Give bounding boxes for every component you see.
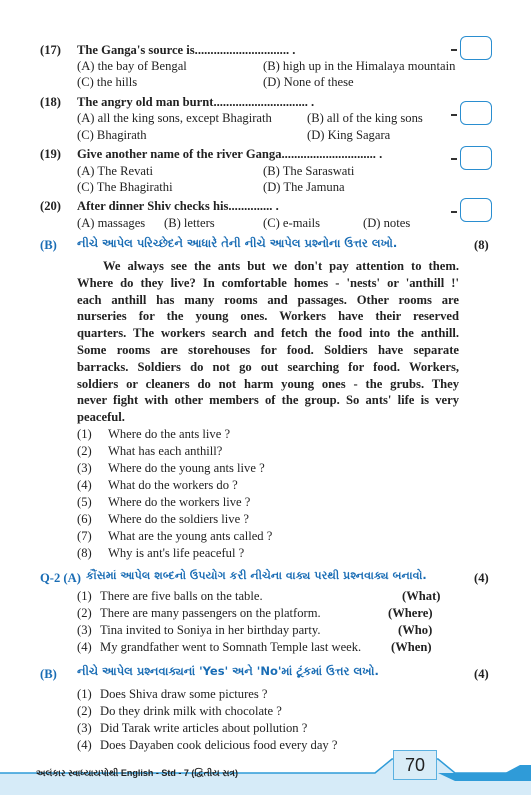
item-number: (1) (77, 589, 92, 603)
answer-box[interactable] (460, 198, 492, 222)
question-text: After dinner Shiv checks his.............. . (77, 199, 279, 213)
question-number: (19) (40, 147, 61, 161)
option-c: (C) Bhagirath (77, 128, 147, 142)
option-d: (D) The Jamuna (263, 180, 345, 194)
dash-mark (451, 49, 457, 51)
question-number: (4) (77, 478, 92, 492)
option-b: (B) letters (164, 216, 215, 230)
question-number: (2) (77, 444, 92, 458)
section-label: Q-2 (A) (40, 571, 81, 585)
dash-mark (451, 114, 457, 116)
option-c: (C) e-mails (263, 216, 321, 230)
section-instruction: નીચે આપેલ પ્રશ્નવાક્યનાં 'Yes' અને 'No'માં ટૂંકમાં ઉત્તર લખો. (77, 664, 379, 678)
item-number: (1) (77, 687, 92, 701)
question-number: (8) (77, 546, 92, 560)
item-number: (3) (77, 623, 92, 637)
question-text: Where do the workers live ? (108, 495, 251, 509)
item-number: (2) (77, 606, 92, 620)
question-text: What do the workers do ? (108, 478, 238, 492)
passage-line: never fight with other members of the group. So ants' life is very (77, 393, 459, 408)
item-word: (Who) (398, 623, 433, 637)
item-number: (3) (77, 721, 92, 735)
section-instruction: કૌંસમાં આપેલ શબ્દનો ઉપયોગ કરી નીચેના વાક્ય પરથી પ્રશ્નવાક્ય બનાવો. (86, 569, 427, 582)
option-c: (C) the hills (77, 75, 138, 89)
section-label: (B) (40, 238, 57, 252)
page-number: 70 (393, 750, 437, 780)
dash-mark (451, 211, 457, 213)
dash-mark (451, 158, 457, 160)
question-text: The angry old man burnt.............................. . (77, 95, 315, 109)
item-word: (When) (391, 640, 432, 654)
section-label: (B) (40, 667, 57, 681)
passage-line: We always see the ants but we don't pay attention to them. (103, 259, 459, 273)
item-text: Do they drink milk with chocolate ? (100, 704, 282, 718)
passage-line: Where do they live? In comfortable homes - 'nests' or 'anthill !' (77, 275, 459, 290)
question-text: What has each anthill? (108, 444, 223, 458)
question-number: (17) (40, 43, 61, 57)
item-text: Did Tarak write articles about pollution ? (100, 721, 308, 735)
option-a: (A) the bay of Bengal (77, 59, 187, 73)
passage (77, 258, 459, 426)
option-a: (A) all the king sons, except Bhagirath (77, 111, 272, 125)
passage-line: soldiers or cleaners do not harm young ones - the grubs. They (77, 376, 459, 391)
item-text: There are many passengers on the platform. (100, 606, 321, 620)
question-number: (6) (77, 512, 92, 526)
question-number: (3) (77, 461, 92, 475)
section-instruction: નીચે આપેલ પરિચ્છેદને આધારે તેની નીચે આપેલ પ્રશ્નોના ઉત્તર લખો. (77, 236, 398, 250)
question-text: Where do the young ants live ? (108, 461, 265, 475)
question-text: Where do the soldiers live ? (108, 512, 249, 526)
question-number: (1) (77, 427, 92, 441)
question-text: What are the young ants called ? (108, 529, 273, 543)
item-word: (What) (402, 589, 441, 603)
answer-box[interactable] (460, 146, 492, 170)
item-word: (Where) (388, 606, 433, 620)
item-text: My grandfather went to Somnath Temple last week. (100, 640, 362, 654)
question-number: (18) (40, 95, 61, 109)
option-c: (C) The Bhagirathi (77, 180, 173, 194)
question-number: (5) (77, 495, 92, 509)
option-a: (A) The Revati (77, 164, 154, 178)
item-text: There are five balls on the table. (100, 589, 263, 603)
question-number: (20) (40, 199, 61, 213)
question-text: The Ganga's source is.............................. . (77, 43, 296, 57)
option-b: (B) high up in the Himalaya mountain (263, 59, 456, 73)
option-d: (D) King Sagara (307, 128, 391, 142)
item-number: (4) (77, 640, 92, 654)
passage-line: barracks. Soldiers do not go out searching for food. Workers, (77, 359, 459, 374)
item-number: (4) (77, 738, 92, 752)
option-b: (B) The Saraswati (263, 164, 355, 178)
answer-box[interactable] (460, 36, 492, 60)
question-number: (7) (77, 529, 92, 543)
option-a: (A) massages (77, 216, 146, 230)
passage-line: quarters. The workers search and fetch the food into the anthill. (77, 326, 459, 341)
option-b: (B) all of the king sons (307, 111, 423, 125)
item-text: Tina invited to Soniya in her birthday party. (100, 623, 321, 637)
section-marks: (8) (474, 238, 489, 252)
question-text: Give another name of the river Ganga.............................. . (77, 147, 383, 161)
passage-line: peaceful. (77, 410, 125, 425)
item-number: (2) (77, 704, 92, 718)
section-marks: (4) (474, 571, 489, 585)
passage-line: each anthill has many rooms and passages. Other rooms are (77, 292, 459, 307)
answer-box[interactable] (460, 101, 492, 125)
footer-title: અલંકાર સ્વાધ્યાયપોથી English - Std - 7 (દ્વિતીય સત્ર) (36, 768, 238, 778)
question-text: Where do the ants live ? (108, 427, 231, 441)
passage-line: Some rooms are storehouses for food. Soldiers have separate (77, 342, 459, 357)
item-text: Does Dayaben cook delicious food every day ? (100, 738, 338, 752)
passage-line: nurseries for the young ones. Workers have their reserved (77, 309, 459, 324)
option-d: (D) None of these (263, 75, 354, 89)
item-text: Does Shiva draw some pictures ? (100, 687, 268, 701)
option-d: (D) notes (363, 216, 411, 230)
section-marks: (4) (474, 667, 489, 681)
question-text: Why is ant's life peaceful ? (108, 546, 245, 560)
